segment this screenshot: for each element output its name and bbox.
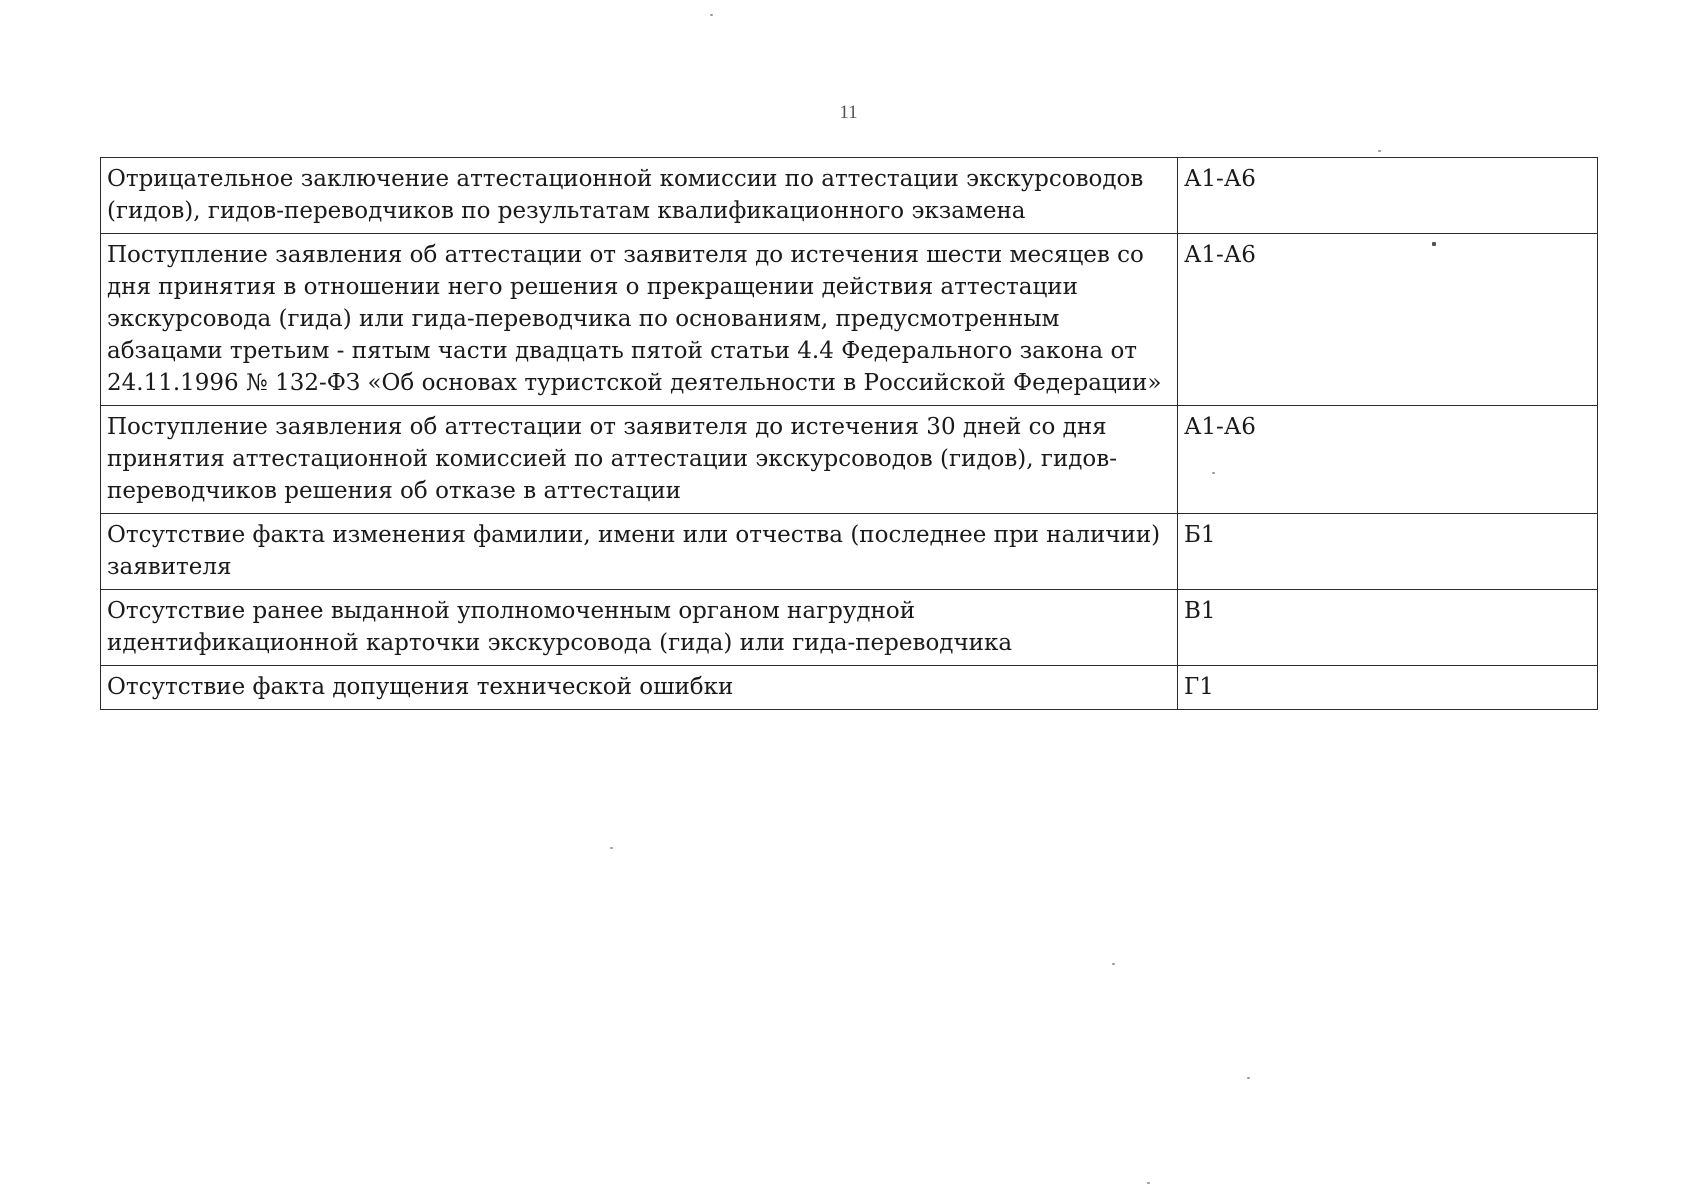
page-number: 11: [839, 102, 858, 123]
scan-speck: [1432, 242, 1436, 246]
condition-text-cell: Отсутствие ранее выданной уполномоченным органом нагрудной идентификационной карточки экскурсовода (гида) или гида-переводчика: [101, 590, 1178, 666]
scan-speck: [1212, 472, 1215, 474]
scan-speck: [1247, 1077, 1250, 1079]
table-row: [101, 590, 1598, 666]
result-code-cell: Г1: [1178, 666, 1598, 710]
result-code-cell: А1-А6: [1178, 158, 1598, 234]
condition-text-cell: Отсутствие факта изменения фамилии, имени или отчества (последнее при наличии) заявителя: [101, 514, 1178, 590]
result-code-cell: А1-А6: [1178, 234, 1598, 406]
table-row: [101, 406, 1598, 514]
result-code-cell: В1: [1178, 590, 1598, 666]
scan-speck: [1112, 963, 1115, 965]
scan-speck: [1147, 1182, 1150, 1184]
table-row: [101, 514, 1598, 590]
result-code-cell: А1-А6: [1178, 406, 1598, 514]
table-row: [101, 666, 1598, 710]
table-row: [101, 158, 1598, 234]
scan-speck: [1378, 150, 1381, 152]
conditions-table: [100, 157, 1598, 710]
condition-text-cell: Поступление заявления об аттестации от заявителя до истечения 30 дней со дня принятия аттестационной комиссией по аттестации экскурсоводов (гидов), гидов-переводчиков решения об отказе в аттестации: [101, 406, 1178, 514]
condition-text-cell: Поступление заявления об аттестации от заявителя до истечения шести месяцев со дня принятия в отношении него решения о прекращении действия аттестации экскурсовода (гида) или гида-переводчика по основаниям, предусмотренным абзацами третьим - пятым части двадцать пятой статьи 4.4 Федерального закона от 24.11.1996 № 132-ФЗ «Об основах туристской деятельности в Российской Федерации»: [101, 234, 1178, 406]
table-row: [101, 234, 1598, 406]
condition-text-cell: Отрицательное заключение аттестационной комиссии по аттестации экскурсоводов (гидов), гидов-переводчиков по результатам квалификационного экзамена: [101, 158, 1178, 234]
condition-text-cell: Отсутствие факта допущения технической ошибки: [101, 666, 1178, 710]
result-code-cell: Б1: [1178, 514, 1598, 590]
scan-speck: [710, 14, 713, 16]
scan-speck: [610, 847, 613, 849]
